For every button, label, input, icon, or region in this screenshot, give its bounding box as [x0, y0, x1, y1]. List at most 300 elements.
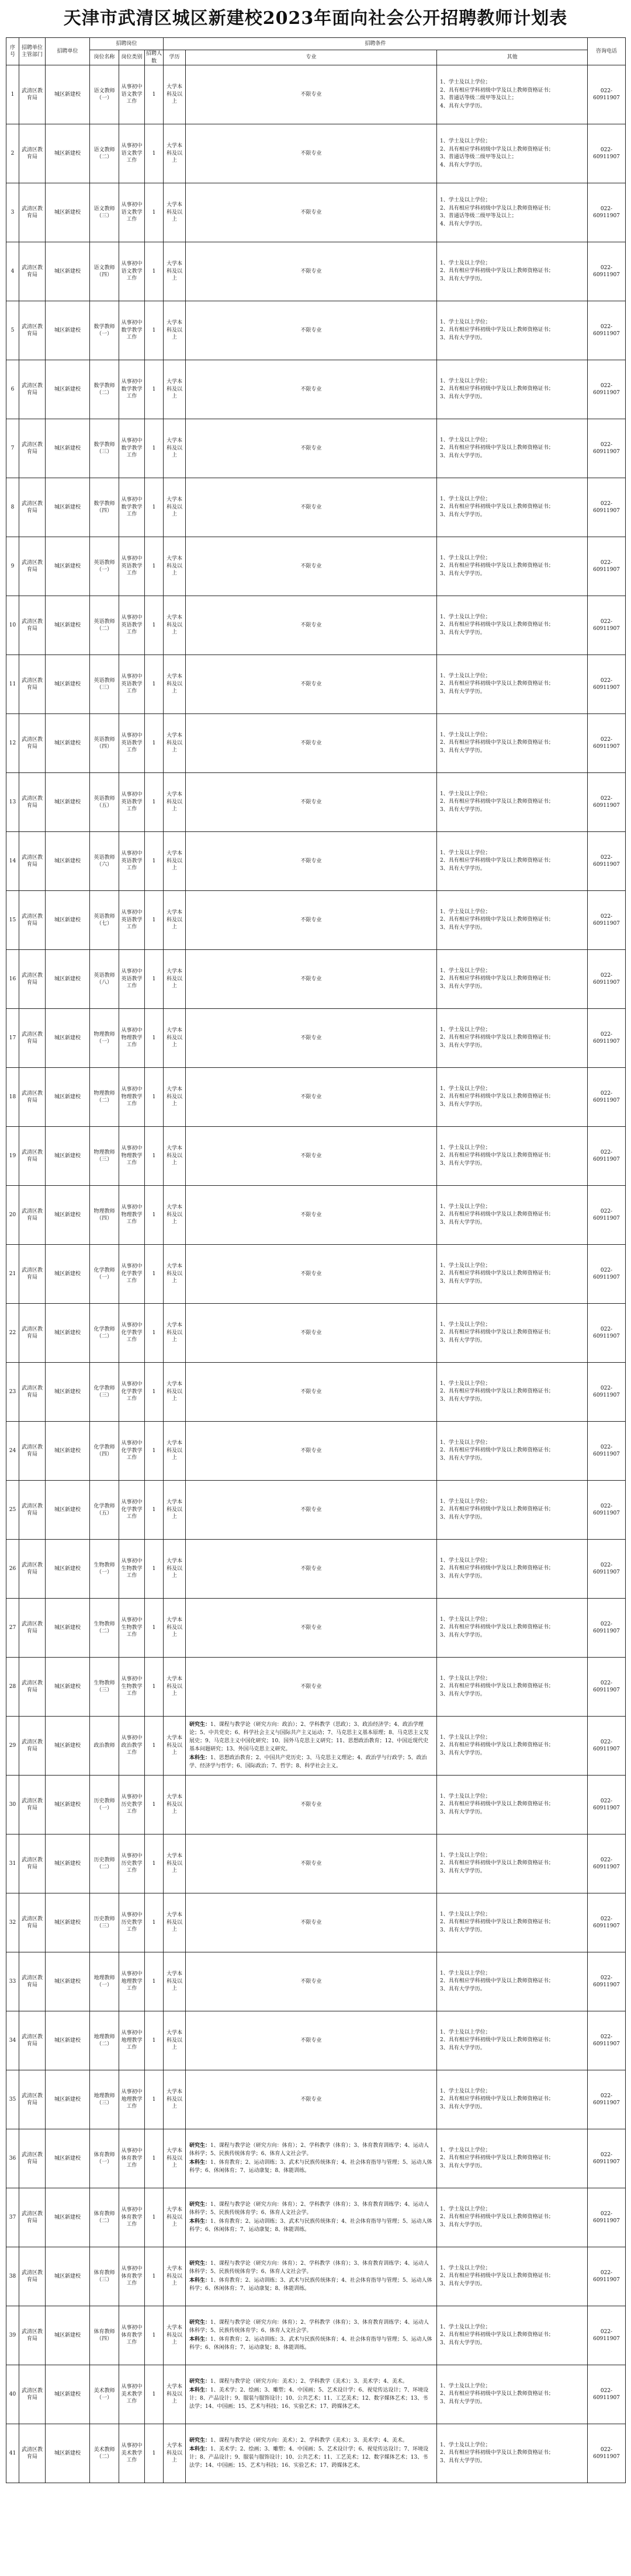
cell-seq: 16 [6, 950, 19, 1009]
major-level-label: 研究生： [189, 2378, 211, 2384]
cell-count: 1 [145, 2129, 164, 2188]
cell-other [437, 1952, 588, 2011]
major-level-label: 本科生： [189, 2159, 211, 2166]
other-requirement: 1、学士及以上学位； [440, 2147, 491, 2153]
cell-other [437, 2129, 588, 2188]
cell-dept: 武清区教育局 [19, 183, 46, 242]
cell-other [437, 1658, 588, 1717]
table-row [6, 1363, 626, 1422]
other-requirement: 1、学士及以上学位； [440, 1852, 491, 1858]
cell-unit: 城区新建校 [46, 419, 90, 478]
cell-unit: 城区新建校 [46, 537, 90, 596]
header-dept: 招聘单位主管部门 [19, 38, 46, 65]
cell-edu: 大学本科及以上 [164, 2424, 186, 2483]
other-requirement: 1、学士及以上学位； [440, 732, 491, 738]
cell-other [437, 891, 588, 950]
other-requirement: 3、具有大学学历。 [440, 394, 486, 400]
cell-dept: 武清区教育局 [19, 891, 46, 950]
cell-post-name: 政治教师 [90, 1717, 119, 1776]
cell-dept: 武清区教育局 [19, 1363, 46, 1422]
cell-post-name: 体育教师（四） [90, 2306, 119, 2365]
cell-post-name: 美术教师（二） [90, 2424, 119, 2483]
other-requirement: 3、具有大学学历。 [440, 924, 486, 931]
cell-seq: 41 [6, 2424, 19, 2483]
cell-count: 1 [145, 1893, 164, 1952]
table-row [6, 1776, 626, 1834]
major-requirement [189, 1721, 433, 1754]
cell-phone: 022-60911907 [588, 2247, 626, 2306]
other-requirement: 2、具有相应学科初级中学及以上教师资格证书； [440, 1801, 554, 1808]
cell-count: 1 [145, 1009, 164, 1068]
cell-phone: 022-60911907 [588, 1422, 626, 1481]
other-requirement: 2、具有相应学科初级中学及以上教师资格证书； [440, 1860, 554, 1867]
cell-phone: 022-60911907 [588, 596, 626, 655]
cell-post-name: 物理教师（二） [90, 1068, 119, 1127]
other-requirement: 3、具有大学学历。 [440, 1750, 486, 1756]
other-requirement: 1、学士及以上学位； [440, 850, 491, 856]
other-requirement: 3、具有大学学历。 [440, 806, 486, 813]
other-requirement: 3、具有大学学历。 [440, 511, 486, 518]
cell-dept: 武清区教育局 [19, 2424, 46, 2483]
other-requirement: 2、具有相应学科初级中学及以上教师资格证书； [440, 445, 554, 451]
cell-seq: 32 [6, 1893, 19, 1952]
cell-dept: 武清区教育局 [19, 2247, 46, 2306]
cell-major: 不限专业 [186, 1304, 437, 1363]
other-requirement: 3、具有大学学历。 [440, 865, 486, 872]
cell-major: 不限专业 [186, 1481, 437, 1540]
page-title: 天津市武清区城区新建校2023年面向社会公开招聘教师计划表 [63, 8, 568, 29]
other-requirement: 4、具有大学学历。 [440, 103, 486, 109]
cell-post-name: 语文教师（二） [90, 124, 119, 183]
cell-major: 不限专业 [186, 65, 437, 124]
cell-other [437, 419, 588, 478]
cell-post-name: 英语教师（七） [90, 891, 119, 950]
other-requirement: 1、学士及以上学位； [440, 1026, 491, 1033]
cell-post-name: 语文教师（四） [90, 242, 119, 301]
cell-major: 不限专业 [186, 1893, 437, 1952]
other-requirement: 2、具有相应学科初级中学及以上教师资格证书； [440, 504, 554, 510]
cell-post-type: 从事初中体育教学工作 [119, 2306, 145, 2365]
cell-post-type: 从事初中体育教学工作 [119, 2129, 145, 2188]
cell-other [437, 2011, 588, 2070]
cell-count: 1 [145, 1834, 164, 1893]
cell-edu: 大学本科及以上 [164, 1834, 186, 1893]
cell-phone: 022-60911907 [588, 1599, 626, 1658]
cell-phone: 022-60911907 [588, 950, 626, 1009]
cell-count: 1 [145, 419, 164, 478]
major-requirement [189, 2142, 433, 2159]
cell-post-type: 从事初中政治教学工作 [119, 1717, 145, 1776]
cell-other [437, 1186, 588, 1245]
cell-major: 不限专业 [186, 596, 437, 655]
table-row [6, 1304, 626, 1363]
other-requirement: 2、具有相应学科初级中学及以上教师资格证书； [440, 327, 554, 333]
cell-count: 1 [145, 1540, 164, 1599]
cell-phone: 022-60911907 [588, 2365, 626, 2424]
cell-major: 不限专业 [186, 301, 437, 360]
cell-major: 不限专业 [186, 1658, 437, 1717]
cell-phone: 022-60911907 [588, 1893, 626, 1952]
cell-major: 不限专业 [186, 419, 437, 478]
cell-dept: 武清区教育局 [19, 419, 46, 478]
cell-edu: 大学本科及以上 [164, 1186, 186, 1245]
other-requirement: 3、具有大学学历。 [440, 276, 486, 282]
header-count: 招聘人数 [145, 50, 164, 65]
cell-count: 1 [145, 360, 164, 419]
cell-unit: 城区新建校 [46, 1952, 90, 2011]
other-requirement: 3、具有大学学历。 [440, 2281, 486, 2287]
cell-edu: 大学本科及以上 [164, 2188, 186, 2247]
cell-other [437, 124, 588, 183]
cell-other [437, 301, 588, 360]
cell-post-name: 英语教师（一） [90, 537, 119, 596]
cell-count: 1 [145, 242, 164, 301]
header-group-cond: 招聘条件 [164, 38, 588, 50]
cell-seq: 23 [6, 1363, 19, 1422]
table-row [6, 2424, 626, 2483]
other-requirement: 1、学士及以上学位； [440, 2088, 491, 2094]
other-requirement: 2、具有相应学科初级中学及以上教师资格证书； [440, 1565, 554, 1572]
cell-other [437, 1009, 588, 1068]
cell-post-name: 英语教师（四） [90, 714, 119, 773]
cell-post-name: 化学教师（二） [90, 1304, 119, 1363]
table-row [6, 360, 626, 419]
cell-other [437, 714, 588, 773]
cell-seq: 27 [6, 1599, 19, 1658]
other-requirement: 2、具有相应学科初级中学及以上教师资格证书； [440, 87, 554, 93]
cell-unit: 城区新建校 [46, 2188, 90, 2247]
other-requirement: 2、具有相应学科初级中学及以上教师资格证书； [440, 976, 554, 982]
cell-phone: 022-60911907 [588, 1186, 626, 1245]
other-requirement: 3、具有大学学历。 [440, 570, 486, 577]
cell-count: 1 [145, 1717, 164, 1776]
cell-count: 1 [145, 1363, 164, 1422]
major-requirement [189, 2378, 433, 2386]
table-row [6, 950, 626, 1009]
table-row [6, 891, 626, 950]
cell-count: 1 [145, 1068, 164, 1127]
cell-edu: 大学本科及以上 [164, 891, 186, 950]
cell-seq: 20 [6, 1186, 19, 1245]
cell-edu: 大学本科及以上 [164, 1363, 186, 1422]
cell-phone: 022-60911907 [588, 1717, 626, 1776]
other-requirement: 2、具有相应学科初级中学及以上教师资格证书； [440, 1153, 554, 1159]
cell-seq: 21 [6, 1245, 19, 1304]
cell-count: 1 [145, 2247, 164, 2306]
cell-unit: 城区新建校 [46, 655, 90, 714]
cell-seq: 30 [6, 1776, 19, 1834]
cell-post-type: 从事初中美术教学工作 [119, 2365, 145, 2424]
cell-post-name: 数学教师（二） [90, 360, 119, 419]
cell-seq: 6 [6, 360, 19, 419]
cell-unit: 城区新建校 [46, 1834, 90, 1893]
cell-major: 不限专业 [186, 183, 437, 242]
cell-count: 1 [145, 1776, 164, 1834]
table-row [6, 714, 626, 773]
cell-dept: 武清区教育局 [19, 2129, 46, 2188]
other-requirement: 3、具有大学学历。 [440, 1101, 486, 1108]
cell-post-name: 地理教师（二） [90, 2011, 119, 2070]
other-requirement: 1、学士及以上学位； [440, 1498, 491, 1505]
cell-post-name: 美术教师（一） [90, 2365, 119, 2424]
other-requirement: 1、学士及以上学位； [440, 1321, 491, 1328]
table-row [6, 1186, 626, 1245]
major-requirement [189, 2260, 433, 2276]
cell-phone: 022-60911907 [588, 478, 626, 537]
cell-other [437, 183, 588, 242]
cell-other [437, 950, 588, 1009]
cell-seq: 31 [6, 1834, 19, 1893]
cell-major: 不限专业 [186, 950, 437, 1009]
cell-dept: 武清区教育局 [19, 714, 46, 773]
major-level-label: 本科生： [189, 2336, 211, 2342]
cell-major [186, 2247, 437, 2306]
cell-edu: 大学本科及以上 [164, 1776, 186, 1834]
other-requirement: 2、具有相应学科初级中学及以上教师资格证书； [440, 917, 554, 923]
cell-seq: 1 [6, 65, 19, 124]
cell-other [437, 2424, 588, 2483]
cell-count: 1 [145, 1952, 164, 2011]
other-requirement: 1、学士及以上学位； [440, 197, 491, 204]
table-row [6, 1717, 626, 1776]
cell-post-type: 从事初中英语教学工作 [119, 655, 145, 714]
cell-post-name: 体育教师（三） [90, 2247, 119, 2306]
cell-major: 不限专业 [186, 773, 437, 832]
other-requirement: 2、具有相应学科初级中学及以上教师资格证书； [440, 1035, 554, 1041]
cell-phone: 022-60911907 [588, 1834, 626, 1893]
header-unit: 招聘单位 [46, 38, 90, 65]
cell-seq: 5 [6, 301, 19, 360]
cell-seq: 2 [6, 124, 19, 183]
cell-edu: 大学本科及以上 [164, 2247, 186, 2306]
major-requirement [189, 1755, 433, 1771]
table-row [6, 1893, 626, 1952]
cell-edu: 大学本科及以上 [164, 1540, 186, 1599]
other-requirement: 1、学士及以上学位； [440, 1675, 491, 1682]
major-list: 1、体育教育；2、运动训练；3、武术与民族传统体育；4、社会体育指导与管理；5、运动人体科学；6、休闲体育；7、运动康复；8、体能训练。 [189, 2218, 432, 2233]
cell-post-name: 地理教师（三） [90, 2070, 119, 2129]
cell-major: 不限专业 [186, 537, 437, 596]
cell-phone: 022-60911907 [588, 1009, 626, 1068]
cell-other [437, 478, 588, 537]
other-requirement: 2、具有相应学科初级中学及以上教师资格证书； [440, 799, 554, 805]
cell-phone: 022-60911907 [588, 2306, 626, 2365]
other-requirement: 3、具有大学学历。 [440, 1514, 486, 1520]
cell-seq: 26 [6, 1540, 19, 1599]
major-level-label: 本科生： [189, 2218, 211, 2225]
other-requirement: 2、具有相应学科初级中学及以上教师资格证书； [440, 1978, 554, 1985]
other-requirement: 3、具有大学学历。 [440, 2457, 486, 2464]
cell-dept: 武清区教育局 [19, 360, 46, 419]
cell-dept: 武清区教育局 [19, 1127, 46, 1186]
cell-post-type: 从事初中语文教学工作 [119, 183, 145, 242]
cell-unit: 城区新建校 [46, 301, 90, 360]
cell-post-name: 化学教师（五） [90, 1481, 119, 1540]
cell-other [437, 1834, 588, 1893]
table-row [6, 419, 626, 478]
other-requirement: 3、具有大学学历。 [440, 983, 486, 990]
cell-phone: 022-60911907 [588, 124, 626, 183]
cell-count: 1 [145, 1422, 164, 1481]
table-row [6, 2129, 626, 2188]
major-requirement [189, 2446, 433, 2470]
table-body [6, 65, 626, 2483]
other-requirement: 2、具有相应学科初级中学及以上教师资格证书； [440, 1683, 554, 1690]
cell-major [186, 2188, 437, 2247]
cell-dept: 武清区教育局 [19, 950, 46, 1009]
cell-count: 1 [145, 65, 164, 124]
cell-phone: 022-60911907 [588, 773, 626, 832]
other-requirement: 1、学士及以上学位； [440, 1970, 491, 1976]
cell-count: 1 [145, 1481, 164, 1540]
cell-phone: 022-60911907 [588, 655, 626, 714]
other-requirement: 2、具有相应学科初级中学及以上教师资格证书； [440, 1094, 554, 1100]
cell-seq: 3 [6, 183, 19, 242]
other-requirement: 2、具有相应学科初级中学及以上教师资格证书； [440, 2037, 554, 2044]
header-post-type: 岗位类别 [119, 50, 145, 65]
table-row [6, 537, 626, 596]
cell-other [437, 242, 588, 301]
cell-post-name: 英语教师（三） [90, 655, 119, 714]
cell-unit: 城区新建校 [46, 1481, 90, 1540]
other-requirement: 3、具有大学学历。 [440, 1455, 486, 1461]
other-requirement: 2、具有相应学科初级中学及以上教师资格证书； [440, 1624, 554, 1631]
cell-other [437, 2247, 588, 2306]
other-requirement: 3、具有大学学历。 [440, 1396, 486, 1402]
cell-edu: 大学本科及以上 [164, 1599, 186, 1658]
other-requirement: 1、学士及以上学位； [440, 555, 491, 561]
other-requirement: 2、具有相应学科初级中学及以上教师资格证书； [440, 622, 554, 628]
cell-unit: 城区新建校 [46, 2011, 90, 2070]
cell-post-type: 从事初中英语教学工作 [119, 596, 145, 655]
table-row [6, 242, 626, 301]
cell-post-type: 从事初中地理教学工作 [119, 1952, 145, 2011]
major-list: 1、课程与教学论（研究方向：体育）；2、学科教学（体育）；3、体育教育训练学；4、运动人体科学；5、民族传统体育学；6、体育人文社会学。 [189, 2260, 429, 2275]
cell-major: 不限专业 [186, 714, 437, 773]
major-requirement [189, 2159, 433, 2175]
other-requirement: 2、具有相应学科初级中学及以上教师资格证书； [440, 1919, 554, 1926]
other-requirement: 3、具有大学学历。 [440, 335, 486, 341]
cell-other [437, 2365, 588, 2424]
cell-phone: 022-60911907 [588, 1245, 626, 1304]
other-requirement: 3、具有大学学历。 [440, 1868, 486, 1874]
major-requirement [189, 2336, 433, 2352]
major-list: 1、美术学；2、绘画；3、雕塑；4、中国画；5、艺术设计学；6、视觉传达设计；7、环境设计；8、产品设计；9、服装与服饰设计；10、公共艺术；11、工艺美术；12、数字媒体艺术；13、书法学；14、中国画；15、艺术与科技；16、实验艺术；17、跨媒体艺术。 [189, 2446, 429, 2469]
cell-edu: 大学本科及以上 [164, 1717, 186, 1776]
cell-post-type: 从事初中物理教学工作 [119, 1009, 145, 1068]
cell-seq: 38 [6, 2247, 19, 2306]
cell-phone: 022-60911907 [588, 1658, 626, 1717]
cell-other [437, 1304, 588, 1363]
cell-edu: 大学本科及以上 [164, 2306, 186, 2365]
cell-count: 1 [145, 301, 164, 360]
cell-dept: 武清区教育局 [19, 1186, 46, 1245]
other-requirement: 1、学士及以上学位； [440, 2324, 491, 2330]
cell-post-type: 从事初中物理教学工作 [119, 1068, 145, 1127]
cell-seq: 35 [6, 2070, 19, 2129]
cell-post-type: 从事初中英语教学工作 [119, 950, 145, 1009]
cell-major: 不限专业 [186, 1009, 437, 1068]
cell-count: 1 [145, 1245, 164, 1304]
cell-unit: 城区新建校 [46, 360, 90, 419]
major-level-label: 本科生： [189, 1755, 211, 1761]
cell-count: 1 [145, 2306, 164, 2365]
cell-seq: 22 [6, 1304, 19, 1363]
table-row [6, 65, 626, 124]
cell-other [437, 1422, 588, 1481]
cell-unit: 城区新建校 [46, 478, 90, 537]
cell-other [437, 537, 588, 596]
cell-dept: 武清区教育局 [19, 301, 46, 360]
cell-seq: 37 [6, 2188, 19, 2247]
cell-seq: 29 [6, 1717, 19, 1776]
cell-edu: 大学本科及以上 [164, 301, 186, 360]
other-requirement: 1、学士及以上学位； [440, 138, 491, 145]
cell-count: 1 [145, 655, 164, 714]
cell-post-type: 从事初中数学教学工作 [119, 419, 145, 478]
cell-count: 1 [145, 714, 164, 773]
table-row [6, 1245, 626, 1304]
cell-post-type: 从事初中语文教学工作 [119, 124, 145, 183]
cell-seq: 18 [6, 1068, 19, 1127]
cell-post-name: 数学教师（三） [90, 419, 119, 478]
cell-unit: 城区新建校 [46, 2129, 90, 2188]
cell-count: 1 [145, 124, 164, 183]
other-requirement: 4、具有大学学历。 [440, 221, 486, 227]
cell-major: 不限专业 [186, 1422, 437, 1481]
other-requirement: 3、具有大学学历。 [440, 452, 486, 459]
major-level-label: 研究生： [189, 2201, 211, 2208]
cell-post-type: 从事初中生物教学工作 [119, 1658, 145, 1717]
cell-dept: 武清区教育局 [19, 596, 46, 655]
cell-count: 1 [145, 478, 164, 537]
table-row [6, 478, 626, 537]
cell-dept: 武清区教育局 [19, 1422, 46, 1481]
cell-major: 不限专业 [186, 1068, 437, 1127]
cell-other [437, 360, 588, 419]
cell-seq: 4 [6, 242, 19, 301]
other-requirement: 1、学士及以上学位； [440, 614, 491, 620]
cell-unit: 城区新建校 [46, 65, 90, 124]
major-requirement [189, 2218, 433, 2234]
cell-other [437, 65, 588, 124]
cell-dept: 武清区教育局 [19, 773, 46, 832]
major-list: 1、课程与教学论（研究方向：美术）；2、学科教学（美术）；3、美术学；4、美术。 [210, 2437, 408, 2443]
other-requirement: 3、具有大学学历。 [440, 1986, 486, 1992]
table-row [6, 1658, 626, 1717]
cell-dept: 武清区教育局 [19, 1481, 46, 1540]
major-list: 1、课程与教学论（研究方向：政治）；2、学科教学（思政）；3、政治经济学；4、政治学理论；5、中共党史；6、科学社会主义与国际共产主义运动；7、马克思主义基本原理；8、马克思主义发展史；9、马克思主义中国化研究；10、国外马克思主义研究；11、思想政治教育；12、中国近现代史基本问题研究；13、外国马克思主义研究。 [189, 1721, 429, 1752]
other-requirement: 2、具有相应学科初级中学及以上教师资格证书； [440, 681, 554, 687]
cell-phone: 022-60911907 [588, 419, 626, 478]
other-requirement: 3、具有大学学历。 [440, 688, 486, 695]
major-list: 1、课程与教学论（研究方向：体育）；2、学科教学（体育）；3、体育教育训练学；4、运动人体科学；5、民族传统体育学；6、体育人文社会学。 [189, 2142, 429, 2157]
cell-other [437, 773, 588, 832]
cell-seq: 14 [6, 832, 19, 891]
cell-post-type: 从事初中体育教学工作 [119, 2247, 145, 2306]
cell-edu: 大学本科及以上 [164, 714, 186, 773]
cell-post-name: 数学教师（四） [90, 478, 119, 537]
other-requirement: 2、具有相应学科初级中学及以上教师资格证书； [440, 740, 554, 746]
cell-count: 1 [145, 183, 164, 242]
cell-post-name: 英语教师（二） [90, 596, 119, 655]
cell-post-type: 从事初中数学教学工作 [119, 301, 145, 360]
cell-other [437, 832, 588, 891]
header-seq: 序号 [6, 38, 19, 65]
cell-unit: 城区新建校 [46, 1893, 90, 1952]
other-requirement: 1、学士及以上学位； [440, 791, 491, 797]
cell-unit: 城区新建校 [46, 1717, 90, 1776]
